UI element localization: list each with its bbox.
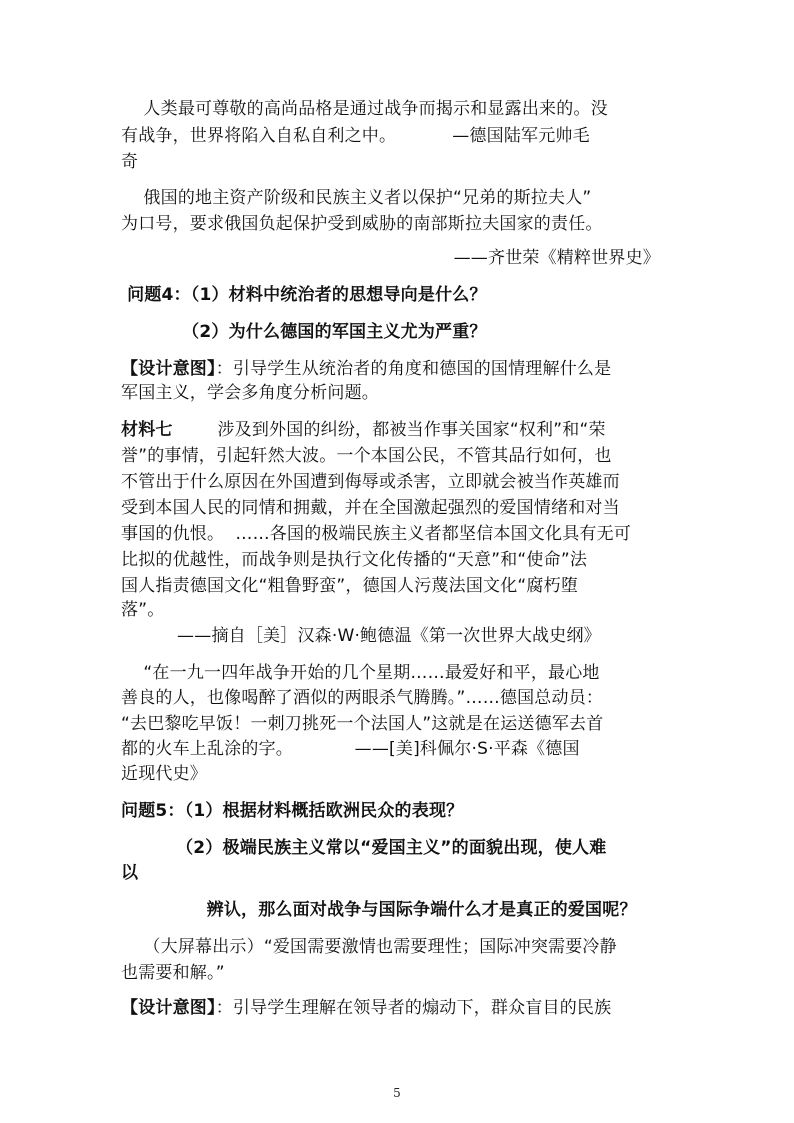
intent1-line1 (121, 357, 611, 381)
material7-label: 材料七 (121, 420, 173, 440)
question4-part1: 问题4：（1）材料中统治者的思想导向是什么？ (121, 285, 487, 305)
quote3-line3: “去巴黎吃早饭！一刺刀挑死一个法国人”这就是在运送德军去首 (121, 714, 604, 734)
question4-part2: （2）为什么德国的军国主义尤为严重？ (121, 322, 487, 342)
quote1-line2: 有战争，世界将陷入自私自利之中。 —德国陆军元帅毛 (121, 126, 590, 146)
material7-line2: 誉”的事情，引起轩然大波。一个本国公民，不管其品行如何，也 (121, 446, 612, 466)
quote2-line2: 为口号，要求俄国负起保护受到威胁的南部斯拉夫国家的责任。 (121, 214, 603, 234)
screen-line2: 也需要和解。” (121, 963, 225, 983)
material7-line3: 不管出于什么原因在外国遭到侮辱或杀害，立即就会被当作英雄而 (121, 472, 620, 492)
page-number: 5 (393, 1086, 401, 1100)
quote2-source: ——齐世荣《精粹世界史》 (453, 248, 660, 268)
intent1-line2: 军国主义，学会多角度分析问题。 (121, 383, 379, 403)
quote3-line1: “在一九一四年战争开始的几个星期……最爱好和平，最心地 (121, 663, 600, 683)
material7-line7: 国人指责德国文化“粗鲁野蛮”，德国人污蔑法国文化“腐朽堕 (121, 576, 579, 596)
intent2-label: 【设计意图】 (121, 998, 216, 1018)
question5-part1: 问题5：（1）根据材料概括欧洲民众的表现？ (121, 801, 464, 821)
screen-line1: （大屏幕出示）“爱国需要激情也需要理性；国际冲突需要冷静 (121, 937, 617, 957)
quote2-line1: 俄国的地主资产阶级和民族主义者以保护“兄弟的斯拉夫人” (121, 188, 592, 208)
intent2-line1 (121, 996, 611, 1020)
material7-source: ——摘自［美］汉森·W·鲍德温《第一次世界大战史纲》 (121, 626, 601, 646)
material7-line1 (121, 418, 606, 442)
intent1-text1: ：引导学生从统治者的角度和德国的国情理解什么是 (215, 359, 612, 379)
material7-line5: 事国的仇恨。 ……各国的极端民族主义者都坚信本国文化具有无可 (121, 524, 632, 544)
intent1-label: 【设计意图】 (121, 359, 216, 379)
material7-line6: 比拟的优越性，而战争则是执行文化传播的“天意”和“使命”法 (121, 550, 588, 570)
question5-part2c: 辨认，那么面对战争与国际争端什么才是真正的爱国呢？ (121, 900, 637, 920)
quote1-line1: 人类最可尊敬的高尚品格是通过战争而揭示和显露出来的。没 (121, 99, 608, 119)
quote3-line5: 近现代史》 (121, 764, 207, 784)
material7-line4: 受到本国人民的同情和拥戴，并在全国激起强烈的爱国情绪和对当 (121, 498, 620, 518)
question5-part2b: 以 (121, 863, 139, 883)
material7-text1: 涉及到外国的纠纷，都被当作事关国家“权利”和“荣 (172, 420, 606, 440)
material7-line8: 落”。 (121, 600, 165, 620)
quote3-line2: 善良的人，也像喝醉了酒似的两眼杀气腾腾。”……德国总动员： (121, 688, 604, 708)
intent2-text1: ：引导学生理解在领导者的煽动下，群众盲目的民族 (215, 998, 612, 1018)
question5-part2a: （2）极端民族主义常以“爱国主义”的面貌出现，使人难 (121, 838, 607, 858)
quote3-line4: 都的火车上乱涂的字。 ——[美]科佩尔·S·平森《德国 (121, 739, 580, 759)
quote1-line3: 奇 (121, 152, 139, 172)
